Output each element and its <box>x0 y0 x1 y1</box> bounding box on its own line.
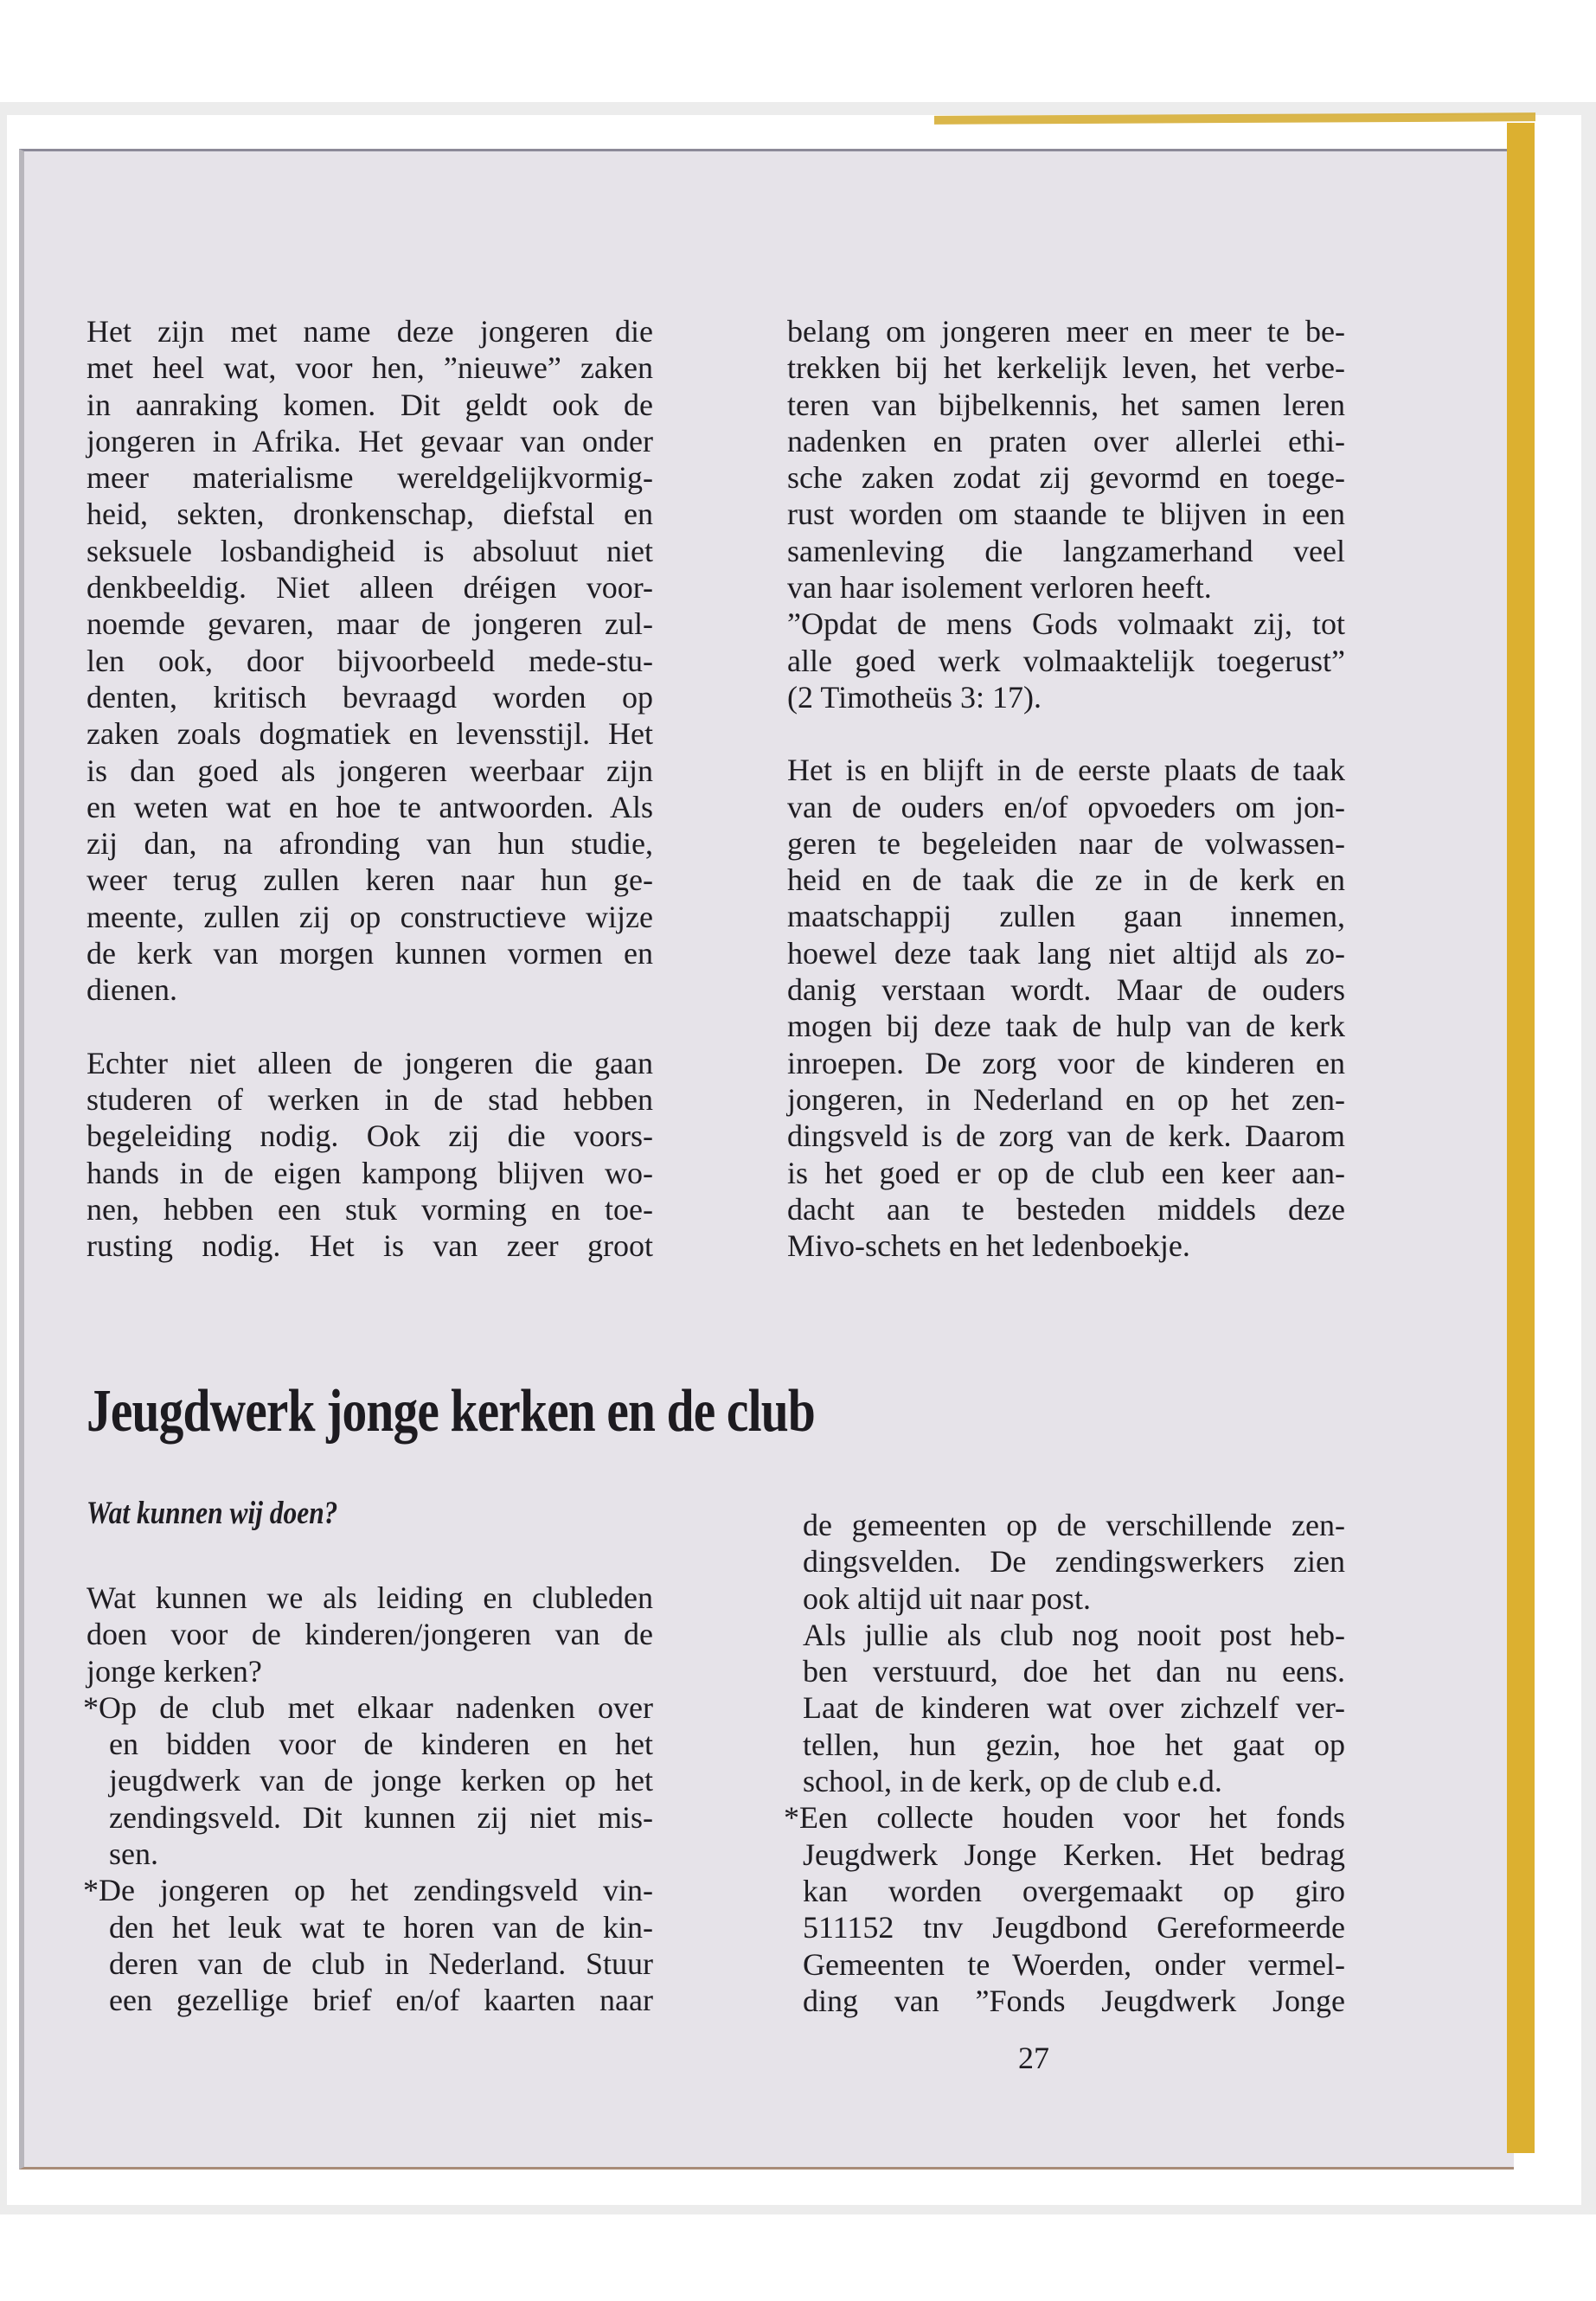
text-line: Gemeenten te Woerden, onder vermel- <box>803 1946 1345 1982</box>
section-subheading: Wat kunnen wij doen? <box>87 1496 338 1531</box>
text-line: is dan goed als jongeren weerbaar zijn <box>87 753 653 788</box>
text-line: en weten wat en hoe te antwoorden. Als <box>87 789 653 824</box>
text-line: jongeren, in Nederland en op het zen- <box>787 1081 1345 1117</box>
text-line: nen, hebben een stuk vorming en toe- <box>87 1191 653 1227</box>
text-line: seksuele losbandigheid is absoluut niet <box>87 533 653 568</box>
text-line <box>784 1799 1345 1836</box>
text-line: van de ouders en/of opvoeders om jon- <box>787 789 1345 824</box>
text-line: 511152 tnv Jeugdbond Gereformeerde <box>803 1910 1345 1945</box>
text-line: hoewel deze taak lang niet altijd als zo- <box>787 935 1345 971</box>
text-line: begeleiding nodig. Ook zij die voors- <box>87 1118 653 1154</box>
text-line: en bidden voor de kinderen en het <box>109 1727 653 1762</box>
bullet-text: Op de club met elkaar nadenken over <box>99 1689 653 1725</box>
top-left-column <box>87 313 653 1264</box>
text-line: dingsveld is de zorg van de kerk. Daarom <box>787 1118 1345 1154</box>
text-line: Jeugdwerk Jonge Kerken. Het bedrag <box>803 1836 1345 1872</box>
text-line: heid, sekten, dronkenschap, diefstal en <box>87 497 653 532</box>
quote-reference: (2 Timotheüs 3: 17). <box>787 679 1042 715</box>
text-line: zendingsveld. Dit kunnen zij niet mis- <box>109 1799 653 1835</box>
text-line: rusting nodig. Het is van zeer groot <box>87 1228 653 1264</box>
text-line: teren van bijbelkennis, het samen leren <box>787 387 1345 422</box>
text-line: inroepen. De zorg voor de kinderen en <box>787 1045 1345 1080</box>
text-line: met heel wat, voor hen, ”nieuwe” zaken <box>87 350 653 386</box>
text-line: denten, kritisch bevraagd worden op <box>87 679 653 715</box>
quote-line: alle goed werk volmaaktelijk toegerust” <box>787 643 1345 678</box>
text-line: den het leuk wat te horen van de kin- <box>109 1909 653 1945</box>
text-line: school, in de kerk, op de club e.d. <box>803 1764 1222 1799</box>
text-line: een gezellige brief en/of kaarten naar <box>109 1983 653 2018</box>
text-line: jonge kerken? <box>87 1653 262 1689</box>
text-line: denkbeeldig. Niet alleen dréigen voor- <box>87 570 653 606</box>
text-line: rust worden om staande te blijven in een <box>787 497 1345 532</box>
top-right-column <box>787 313 1345 1264</box>
text-line: dingsvelden. De zendingswerkers zien <box>803 1544 1345 1580</box>
text-line: de kerk van morgen kunnen vormen en <box>87 936 653 971</box>
text-line: meer materialisme wereldgelijkvormig- <box>87 460 653 496</box>
paragraph-gap <box>87 1009 653 1045</box>
text-line: studeren of werken in de stad hebben <box>87 1081 653 1117</box>
text-line: mogen bij deze taak de hulp van de kerk <box>787 1009 1345 1044</box>
text-line: kan worden overgemaakt op giro <box>803 1873 1345 1908</box>
text-line: len ook, door bijvoorbeeld mede-stu- <box>87 643 653 678</box>
text-line: is het goed er op de club een keer aan- <box>787 1155 1345 1190</box>
text-line: belang om jongeren meer en meer te be- <box>787 314 1345 349</box>
text-line: nadenken en praten over allerlei ethi- <box>787 423 1345 458</box>
text-line: trekken bij het kerkelijk leven, het verbe- <box>787 350 1345 386</box>
text-line <box>83 1689 653 1726</box>
text-line: in aanraking komen. Dit geldt ook de <box>87 387 653 422</box>
text-line: ook altijd uit naar post. <box>803 1580 1091 1616</box>
text-line: deren van de club in Nederland. Stuur <box>109 1945 653 1981</box>
text-line: de gemeenten op de verschillende zen- <box>803 1508 1345 1542</box>
section-heading: Jeugdwerk jonge kerken en de club <box>87 1378 815 1445</box>
text-line: ben verstuurd, doe het dan nu eens. <box>803 1654 1345 1689</box>
asterisk-bullet-icon: * <box>83 1689 99 1725</box>
paragraph <box>787 313 1345 715</box>
paragraph <box>87 1045 653 1265</box>
text-line: zij dan, na afronding van hun studie, <box>87 826 653 862</box>
bullet-item <box>784 1799 1345 2019</box>
bullet-item <box>83 1872 653 2018</box>
text-line: meente, zullen zij op constructieve wijze <box>87 899 653 934</box>
paragraph <box>787 752 1345 1264</box>
text-line <box>83 1872 653 1908</box>
bullet-item <box>83 1689 653 1872</box>
text-line: ding van ”Fonds Jeugdwerk Jonge <box>803 1983 1345 2018</box>
text-line: weer terug zullen keren naar hun ge- <box>87 862 653 898</box>
asterisk-bullet-icon: * <box>83 1873 99 1908</box>
bullet-text: De jongeren op het zendingsveld vin- <box>99 1873 653 1908</box>
bullet-text: Een collecte houden voor het fonds <box>799 1800 1345 1836</box>
text-line: Als jullie als club nog nooit post heb- <box>803 1617 1345 1652</box>
text-line: zaken zoals dogmatiek en levensstijl. Het <box>87 716 653 752</box>
text-line: heid en de taak die ze in de kerk en <box>787 862 1345 898</box>
text-line: tellen, hun gezin, hoe het gaat op <box>803 1727 1345 1762</box>
text-line: noemde gevaren, maar de jongeren zul- <box>87 606 653 642</box>
text-line: jongeren in Afrika. Het gevaar van onder <box>87 423 653 458</box>
text-line: samenleving die langzamerhand veel <box>787 533 1345 568</box>
asterisk-bullet-icon: * <box>784 1800 799 1836</box>
text-line: Het is en blijft in de eerste plaats de taak <box>787 753 1345 788</box>
text-line: Laat de kinderen wat over zichzelf ver- <box>803 1690 1345 1726</box>
quote-line: ”Opdat de mens Gods volmaakt zij, tot <box>787 606 1345 642</box>
text-line: dacht aan te besteden middels deze <box>787 1191 1345 1227</box>
text-line: hands in de eigen kampong blijven wo- <box>87 1155 653 1190</box>
text-line: Het zijn met name deze jongeren die <box>87 314 653 349</box>
text-line: geren te begeleiden naar de volwassen- <box>787 825 1345 861</box>
text-line: danig verstaan wordt. Maar de ouders <box>787 972 1345 1008</box>
bottom-right-column <box>784 1507 1345 2019</box>
gold-page-edge-right <box>1507 123 1535 2153</box>
text-line: sche zaken zodat zij gevormd en toege- <box>787 460 1345 496</box>
text-line: van haar isolement verloren heeft. <box>787 570 1212 606</box>
text-line: maatschappij zullen gaan innemen, <box>787 899 1345 934</box>
text-line: sen. <box>109 1836 158 1872</box>
text-line: doen voor de kinderen/jongeren van de <box>87 1617 653 1652</box>
text-line: dienen. <box>87 972 177 1008</box>
paragraph <box>87 313 653 1009</box>
text-line: Wat kunnen we als leiding en clubleden <box>87 1580 653 1615</box>
text-line: jeugdwerk van de jonge kerken op het <box>109 1763 653 1798</box>
paragraph-gap <box>787 715 1345 752</box>
page-number: 27 <box>1018 2041 1049 2075</box>
text-line: Echter niet alleen de jongeren die gaan <box>87 1045 653 1080</box>
text-line: Mivo-schets en het ledenboekje. <box>787 1228 1190 1264</box>
bottom-left-column <box>83 1580 653 2019</box>
